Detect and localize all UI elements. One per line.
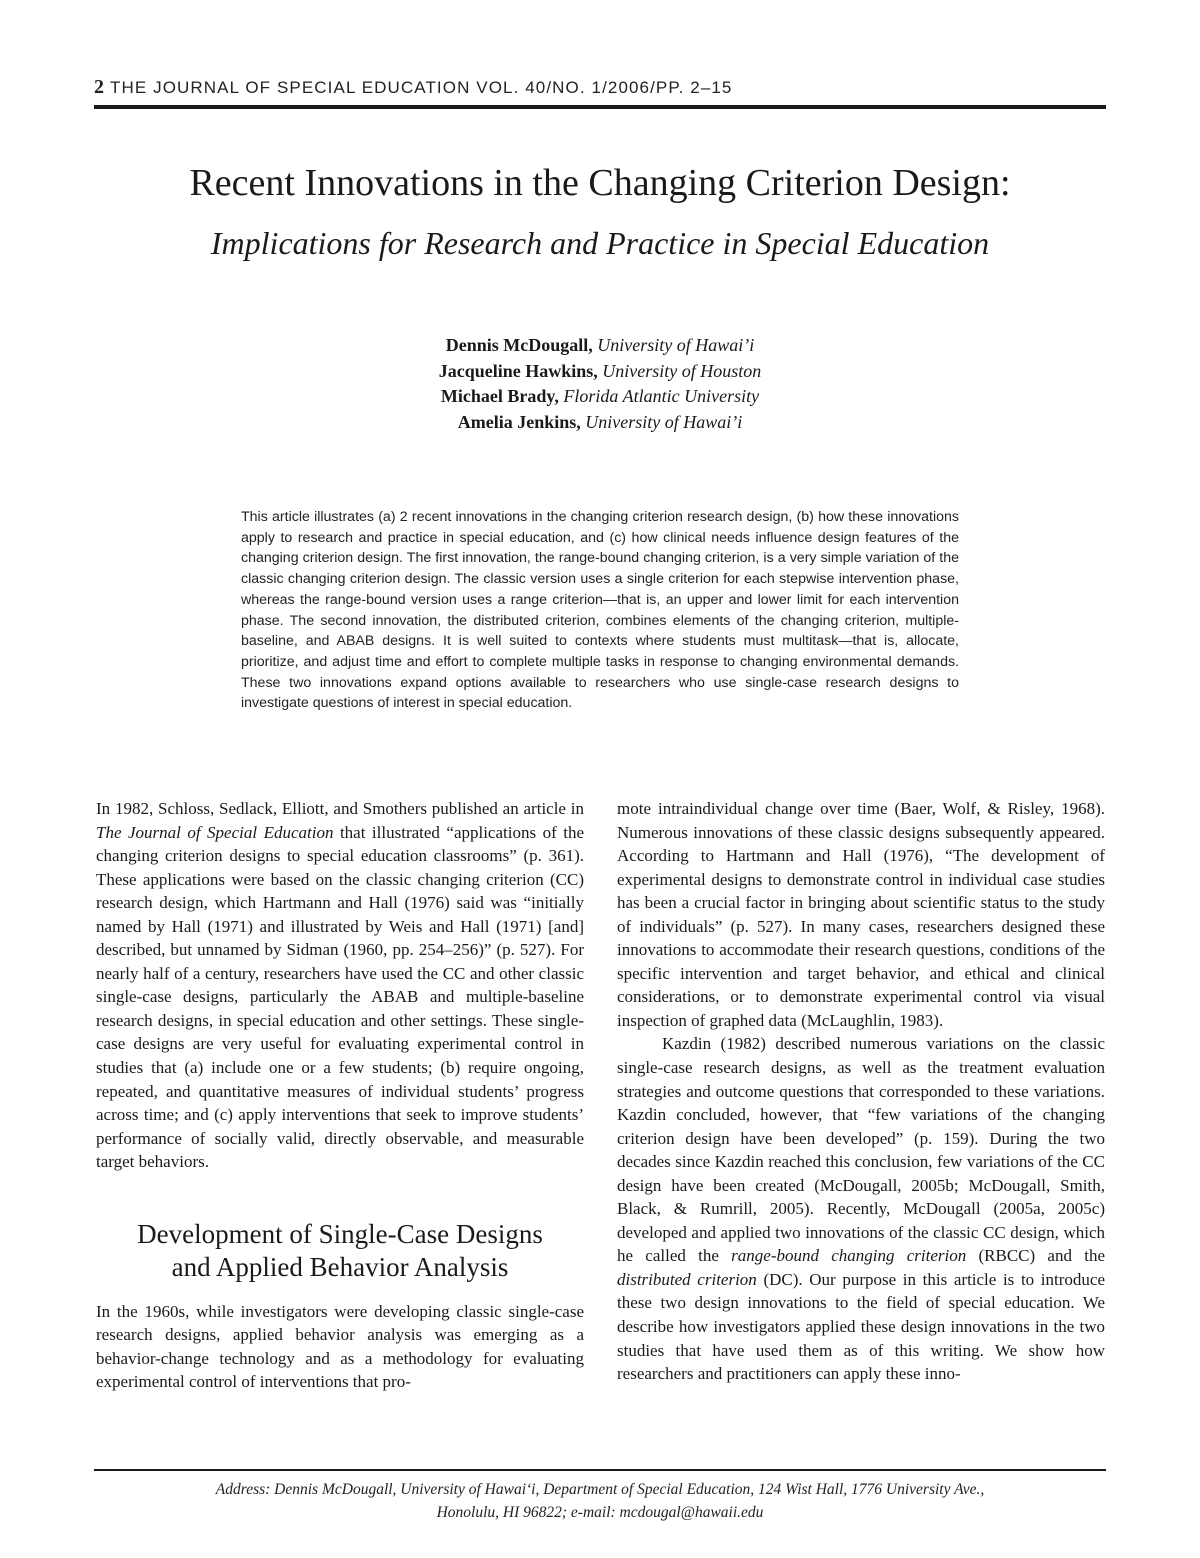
body-column-left <box>96 797 584 1394</box>
footnote-rule <box>94 1469 1106 1471</box>
design-term: range-bound changing criterion <box>731 1246 967 1266</box>
author-entry <box>300 410 900 436</box>
text-run: (RBCC) and the <box>966 1246 1105 1266</box>
author-name: Amelia Jenkins, <box>457 411 581 432</box>
footnote-line: Honolulu, HI 96822; e-mail: mcdougal@hawaii.edu <box>436 1504 764 1521</box>
section-heading <box>96 1218 584 1284</box>
design-term: distributed criterion <box>617 1269 757 1289</box>
abstract: This article illustrates (a) 2 recent innovations in the changing criterion research design, (b) how these innovations apply to research and practice in special education, and (c) how clinical needs influence design features of the changing criterion design. The first innovation, the range-bound changing criterion, is a very simple variation of the classic changing criterion design. The classic version uses a single criterion for each stepwise intervention phase, whereas the range-bound version uses a range criterion—that is, an upper and lower limit for each intervention phase. The second innovation, the distributed criterion, combines elements of the changing criterion, multiple-baseline, and ABAB designs. It is well suited to contexts where students must multitask—that is, allocate, prioritize, and adjust time and effort to complete multiple tasks in response to changing environmental demands. These two innovations expand options available to researchers who use single-case research designs to investigate questions of interest in special education. <box>241 509 959 712</box>
author-entry <box>300 333 900 359</box>
text-run: (DC). Our purpose in this article is to introduce these two design innovations to the field of special education. We describe how investigators applied these design innovations in the two studies that have used them as of this writing. We show how researchers and practitioners can apply these inno- <box>617 1269 1105 1384</box>
author-entry <box>300 359 900 385</box>
journal-name: The Journal of Special Education <box>96 822 334 842</box>
author-name: Dennis McDougall, <box>445 335 593 355</box>
author-affiliation: University of Hawai’i <box>585 411 743 432</box>
text-run: that illustrated “applications of the changing criterion designs to special education classrooms” (p. 361). These applications were based on the classic changing criterion (CC) research design, which Hartmann and Hall (1976) said was “initially named by Hall (1971) and illustrated by Weis and Hall (1971) [and] described, but unnamed by Sidman (1960, pp. 254–256)” (p. 527). For nearly half of a century, researchers have used the CC and other classic single-case designs, particularly the ABAB and multiple-baseline research designs, in special education and other settings. These single-case designs are very useful for evaluating experimental control in studies that (a) include one or a few students; (b) require ongoing, repeated, and quantitative measures of individual students’ progress across time; and (c) apply interventions that seek to improve students’ performance of socially valid, directly observable, and measurable target behaviors. <box>96 822 584 1172</box>
correspondence-address <box>120 1478 1080 1524</box>
running-head <box>94 76 1106 99</box>
author-affiliation: University of Hawai’i <box>597 335 755 355</box>
journal-citation: THE JOURNAL OF SPECIAL EDUCATION VOL. 40/NO. 1/2006/PP. 2–15 <box>110 78 733 97</box>
article-title: Recent Innovations in the Changing Criterion Design: <box>189 162 1011 204</box>
text-run: In 1982, Schloss, Sedlack, Elliott, and Smothers published an article in <box>96 799 584 818</box>
section-heading-line: and Applied Behavior Analysis <box>171 1251 509 1282</box>
body-column-right <box>617 797 1105 1386</box>
author-entry <box>300 384 900 410</box>
header-rule <box>94 105 1106 109</box>
text-run: Kazdin (1982) described numerous variations on the classic single-case research designs, as well as the treatment evaluation strategies and outcome questions that corresponded to these variations. Kazdin concluded, however, that “few variations of the changing criterion design have been developed” (p. 159). During the two decades since Kazdin reached this conclusion, few variations of the CC design have been created (McDougall, 2005b; McDougall, Smith, Black, & Rumrill, 2005). Recently, McDougall (2005a, 2005c) developed and applied two innovations of the classic CC design, which he called the <box>617 1034 1105 1266</box>
body-paragraph: In the 1960s, while investigators were developing classic single-case research designs, applied behavior analysis was emerging as a behavior-change technology and as a methodology for evaluating experimental control of interventions that pro- <box>96 1301 584 1392</box>
body-paragraph: mote intraindividual change over time (Baer, Wolf, & Risley, 1968). Numerous innovations of these classic designs subsequently appeared. According to Hartmann and Hall (1976), “The development of experimental designs to demonstrate control in individual case studies has been a crucial factor in bringing about scientific status to the study of individuals” (p. 527). In many cases, researchers designed these innovations to accommodate their research questions, conditions of the specific intervention and target behavior, and ethical and clinical considerations, or to demonstrate experimental control via visual inspection of graphed data (McLaughlin, 1983). <box>617 799 1105 1030</box>
author-affiliation: University of Houston <box>602 360 762 381</box>
body-paragraph <box>96 797 584 1174</box>
page-number: 2 <box>94 76 104 98</box>
body-paragraph <box>617 1032 1105 1385</box>
author-affiliation: Florida Atlantic University <box>563 386 760 406</box>
footnote-line: Address: Dennis McDougall, University of Hawai‘i, Department of Special Education, 124 Wist Hall, 1776 University Ave., <box>215 1481 985 1498</box>
author-name: Jacqueline Hawkins, <box>438 360 598 381</box>
section-heading-line: Development of Single-Case Designs <box>137 1218 543 1249</box>
author-list <box>300 333 900 435</box>
article-subtitle: Implications for Research and Practice in Special Education <box>210 225 990 261</box>
author-name: Michael Brady, <box>440 386 559 406</box>
